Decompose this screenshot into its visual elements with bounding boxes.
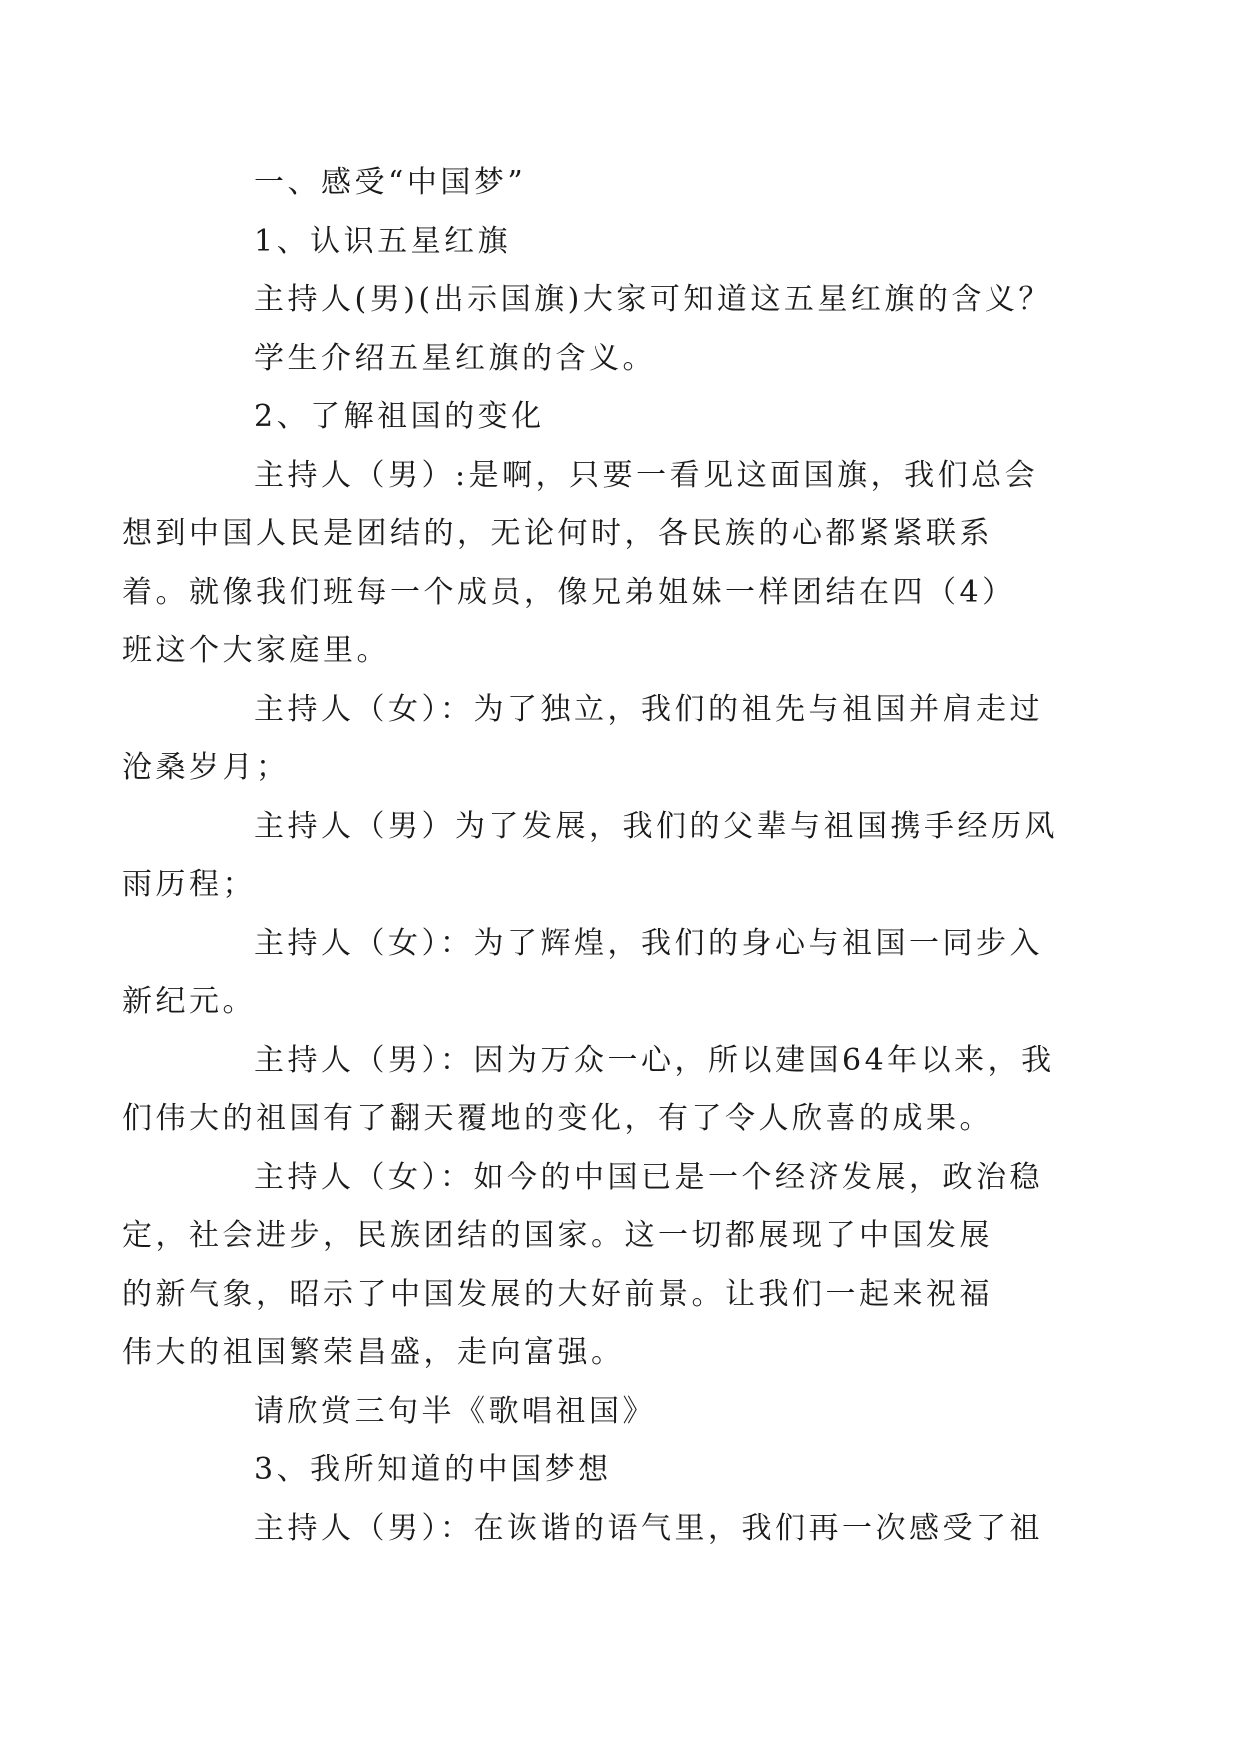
paragraph — [122, 915, 1058, 1032]
text-line: 雨历程； — [122, 867, 256, 902]
paragraph — [188, 271, 1058, 330]
text-line: 主持人（男）为了发展，我们的父辈与祖国携手经历风 — [254, 808, 1058, 844]
text-line: 们伟大的祖国有了翻天覆地的变化，有了令人欣喜的成果。 — [122, 1101, 993, 1136]
text-line: 2、了解祖国的变化 — [254, 399, 545, 434]
text-line: 主持人（女）：如今的中国已是一个经济发展，政治稳 — [254, 1159, 1043, 1195]
paragraph — [122, 447, 1058, 681]
paragraph — [188, 1383, 1058, 1442]
text-line: 主持人（男）：在诙谐的语气里，我们再一次感受了祖 — [254, 1510, 1043, 1546]
subsection-heading — [188, 388, 1058, 447]
paragraph — [188, 1500, 1058, 1559]
text-line: 请欣赏三句半《歌唱祖国》 — [254, 1393, 656, 1429]
text-line: 主持人（女）：为了独立，我们的祖先与祖国并肩走过 — [254, 691, 1043, 727]
text-line: 一、感受“中国梦” — [254, 165, 527, 200]
text-line: 着。就像我们班每一个成员，像兄弟姐妹一样团结在四（4） — [122, 574, 1016, 610]
text-line: 主持人(男)(出示国旗)大家可知道这五星红旗的含义？ — [254, 282, 1052, 317]
text-line: 1、认识五星红旗 — [254, 223, 512, 259]
paragraph — [188, 330, 1058, 389]
paragraph — [122, 1149, 1058, 1383]
paragraph — [122, 1032, 1058, 1149]
text-line: 主持人（女）：为了辉煌，我们的身心与祖国一同步入 — [254, 925, 1043, 961]
text-line: 班这个大家庭里。 — [122, 633, 390, 668]
document-body — [122, 154, 1058, 1558]
text-line: 的新气象，昭示了中国发展的大好前景。让我们一起来祝福 — [122, 1276, 993, 1312]
section-heading — [188, 154, 1058, 213]
text-line: 主持人（男）:是啊，只要一看见这面国旗，我们总会 — [254, 457, 1039, 493]
subsection-heading — [188, 213, 1058, 272]
text-line: 伟大的祖国繁荣昌盛，走向富强。 — [122, 1335, 625, 1370]
text-line: 学生介绍五星红旗的含义。 — [254, 340, 656, 376]
paragraph — [122, 681, 1058, 798]
text-line: 主持人（男）：因为万众一心，所以建国64年以来，我 — [254, 1042, 1055, 1078]
text-line: 新纪元。 — [122, 984, 256, 1019]
text-line: 想到中国人民是团结的，无论何时，各民族的心都紧紧联系 — [122, 516, 993, 551]
text-line: 3、我所知道的中国梦想 — [254, 1452, 612, 1487]
subsection-heading — [188, 1441, 1058, 1500]
text-line: 定，社会进步，民族团结的国家。这一切都展现了中国发展 — [122, 1218, 993, 1253]
paragraph — [122, 798, 1058, 915]
text-line: 沧桑岁月； — [122, 750, 290, 785]
